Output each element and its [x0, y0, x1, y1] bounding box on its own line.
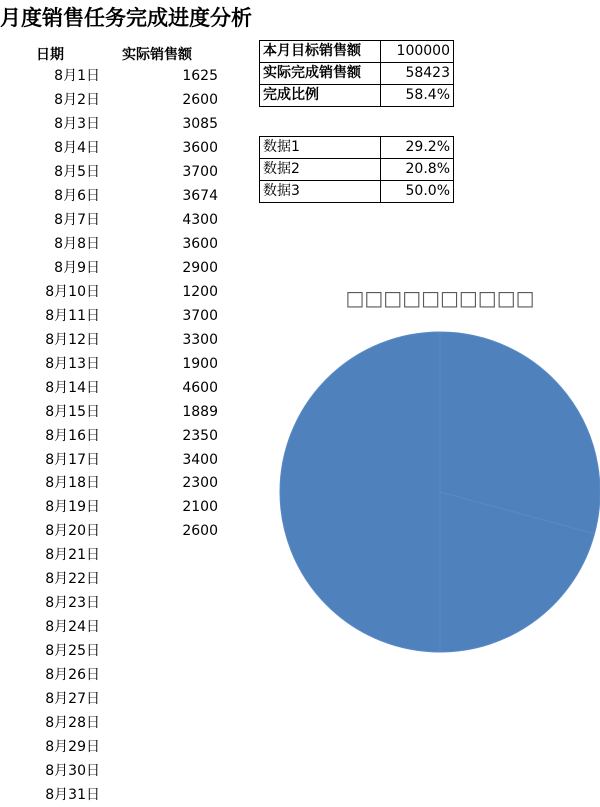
amount-cell[interactable]: [140, 639, 218, 663]
date-cell[interactable]: 8月26日: [45, 667, 100, 684]
data1-label[interactable]: 数据1: [260, 137, 381, 159]
amount-cell[interactable]: [140, 783, 218, 807]
actual-sales-value[interactable]: 58423: [381, 63, 454, 85]
date-cell[interactable]: 8月23日: [45, 595, 100, 612]
date-cell[interactable]: 8月8日: [54, 235, 100, 252]
amount-cell[interactable]: 2600: [182, 523, 218, 540]
date-cell[interactable]: 8月17日: [45, 451, 100, 468]
target-sales-label[interactable]: 本月目标销售额: [260, 41, 381, 63]
date-cell[interactable]: 8月16日: [45, 427, 100, 444]
date-cell[interactable]: 8月11日: [45, 307, 100, 324]
completion-ratio-label[interactable]: 完成比例: [260, 85, 381, 107]
amount-cell[interactable]: 2600: [182, 91, 218, 108]
date-cell[interactable]: 8月22日: [45, 571, 100, 588]
date-cell[interactable]: 8月30日: [45, 763, 100, 780]
amount-cell[interactable]: 1200: [182, 283, 218, 300]
data1-value[interactable]: 29.2%: [381, 137, 454, 159]
date-cell[interactable]: 8月3日: [54, 115, 100, 132]
date-cell[interactable]: 8月20日: [45, 523, 100, 540]
date-cell[interactable]: 8月7日: [54, 211, 100, 228]
target-sales-value[interactable]: 100000: [381, 41, 454, 63]
date-cell[interactable]: 8月29日: [45, 739, 100, 756]
amount-cell[interactable]: 2900: [182, 259, 218, 276]
pie-slices: [280, 332, 600, 652]
date-cell[interactable]: 8月24日: [45, 619, 100, 636]
date-cell[interactable]: 8月28日: [45, 715, 100, 732]
amount-cell[interactable]: 3600: [182, 139, 218, 156]
date-cell[interactable]: 8月25日: [45, 643, 100, 660]
pie-chart[interactable]: [270, 322, 600, 662]
summary-table: [259, 40, 454, 107]
completion-ratio-value[interactable]: 58.4%: [381, 85, 454, 107]
table-row: [260, 159, 454, 181]
date-cell[interactable]: 8月6日: [54, 187, 100, 204]
amount-cell[interactable]: 2300: [182, 475, 218, 492]
chart-title: □□□□□□□□□□: [345, 286, 535, 310]
date-cell[interactable]: 8月4日: [54, 139, 100, 156]
amount-cell[interactable]: 3400: [182, 451, 218, 468]
amount-cell[interactable]: [140, 687, 218, 711]
amount-cell[interactable]: 4600: [182, 379, 218, 396]
amount-cell[interactable]: 2100: [182, 499, 218, 516]
data3-value[interactable]: 50.0%: [381, 181, 454, 203]
amount-cell[interactable]: 3700: [182, 163, 218, 180]
date-cell[interactable]: 8月15日: [45, 403, 100, 420]
date-cell[interactable]: 8月2日: [54, 91, 100, 108]
date-cell[interactable]: 8月14日: [45, 379, 100, 396]
date-column-header: 日期: [36, 47, 64, 63]
table-row: [260, 41, 454, 63]
amount-cell[interactable]: [140, 615, 218, 639]
amount-cell[interactable]: [140, 735, 218, 759]
amount-cell[interactable]: 3085: [182, 115, 218, 132]
amount-cell[interactable]: [140, 591, 218, 615]
date-cell[interactable]: 8月12日: [45, 331, 100, 348]
data3-label[interactable]: 数据3: [260, 181, 381, 203]
date-cell[interactable]: 8月13日: [45, 355, 100, 372]
amount-cell[interactable]: 3674: [182, 187, 218, 204]
amount-column-header: 实际销售额: [122, 47, 192, 63]
date-cell[interactable]: 8月5日: [54, 163, 100, 180]
amount-cell[interactable]: 1889: [182, 403, 218, 420]
data2-value[interactable]: 20.8%: [381, 159, 454, 181]
amount-cell[interactable]: [140, 711, 218, 735]
amount-cell[interactable]: 1625: [182, 68, 218, 84]
date-cell[interactable]: 8月31日: [45, 787, 100, 804]
date-cell[interactable]: 8月18日: [45, 475, 100, 492]
amount-cell[interactable]: 3300: [182, 331, 218, 348]
amount-cell[interactable]: 4300: [182, 211, 218, 228]
date-cell[interactable]: 8月27日: [45, 691, 100, 708]
date-cell[interactable]: 8月19日: [45, 499, 100, 516]
page-title: 月度销售任务完成进度分析: [0, 6, 252, 30]
table-row: [260, 63, 454, 85]
amount-cell[interactable]: 1900: [182, 355, 218, 372]
amount-cell[interactable]: [140, 759, 218, 783]
table-row: [260, 137, 454, 159]
date-cell[interactable]: 8月9日: [54, 259, 100, 276]
date-cell[interactable]: 8月1日: [54, 68, 100, 84]
pie-slice-数据3[interactable]: [280, 332, 440, 652]
amount-cell[interactable]: [140, 543, 218, 567]
actual-sales-label[interactable]: 实际完成销售额: [260, 63, 381, 85]
breakdown-table: [259, 136, 454, 203]
data2-label[interactable]: 数据2: [260, 159, 381, 181]
amount-cell[interactable]: 3700: [182, 307, 218, 324]
amount-cell[interactable]: 3600: [182, 235, 218, 252]
table-row: [260, 181, 454, 203]
amount-cell[interactable]: [140, 567, 218, 591]
table-row: [260, 85, 454, 107]
date-cell[interactable]: 8月21日: [45, 547, 100, 564]
amount-cell[interactable]: 2350: [182, 427, 218, 444]
amount-cell[interactable]: [140, 663, 218, 687]
date-cell[interactable]: 8月10日: [45, 283, 100, 300]
